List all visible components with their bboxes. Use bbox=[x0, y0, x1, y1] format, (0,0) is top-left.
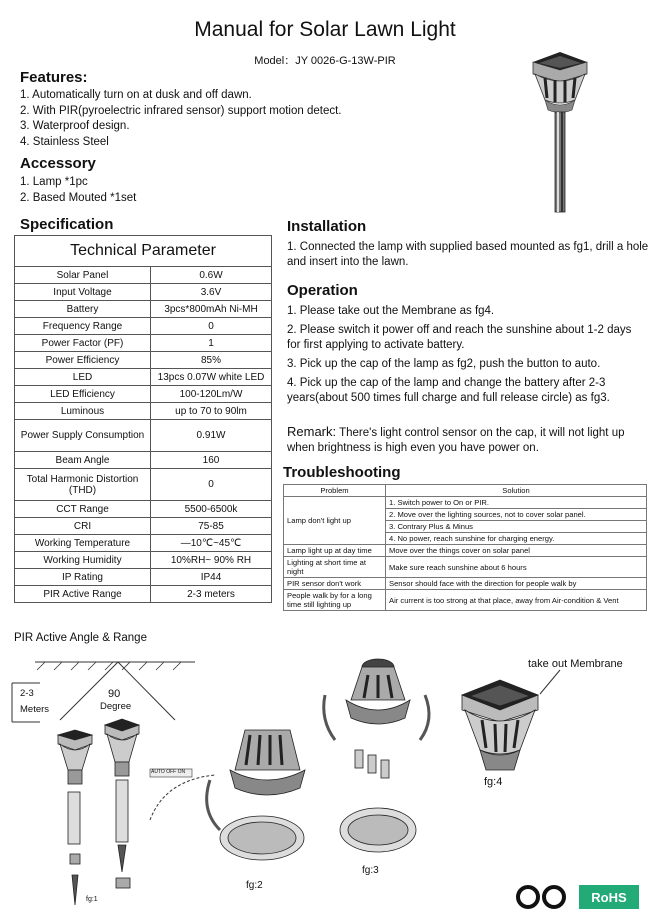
spec-row bbox=[15, 469, 272, 501]
fg3-cap bbox=[340, 659, 416, 852]
switch-label: AUTO OFF ON bbox=[151, 769, 186, 775]
spec-row bbox=[15, 335, 272, 352]
spec-row bbox=[15, 284, 272, 301]
angle-label-bottom: Degree bbox=[100, 701, 132, 712]
spec-param: CCT Range bbox=[15, 501, 151, 518]
spec-param: Working Humidity bbox=[15, 552, 151, 569]
solution-cell: 3. Contrary Plus & Minus bbox=[386, 521, 647, 533]
list-item: 2. With PIR(pyroelectric infrared sensor) support motion detect. bbox=[20, 104, 342, 117]
model-number: Model：JY 0026-G-13W-PIR bbox=[254, 55, 396, 67]
spec-value: 0.6W bbox=[151, 267, 272, 284]
troubleshooting-table bbox=[283, 484, 647, 611]
spec-table bbox=[14, 235, 272, 603]
spec-row bbox=[15, 518, 272, 535]
membrane-label: take out Membrane bbox=[528, 658, 623, 670]
problem-cell: Lighting at short time at night bbox=[284, 557, 386, 578]
ce-mark-c bbox=[518, 887, 538, 907]
spec-value: 10%RH~ 90% RH bbox=[151, 552, 272, 569]
solution-cell: Sensor should face with the direction for people walk by bbox=[386, 578, 647, 590]
fg1-lamp-left bbox=[58, 730, 92, 905]
list-item: 1. Automatically turn on at dusk and off dawn. bbox=[20, 89, 252, 101]
solution-cell: 2. Move over the lighting sources, not to cover solar panel. bbox=[386, 509, 647, 521]
spec-param: Input Voltage bbox=[15, 284, 151, 301]
height-label-bottom: Meters bbox=[20, 704, 50, 715]
spec-row bbox=[15, 301, 272, 318]
spec-value: 3pcs*800mAh Ni-MH bbox=[151, 301, 272, 318]
spec-value: 13pcs 0.07W white LED bbox=[151, 369, 272, 386]
spec-param: LED bbox=[15, 369, 151, 386]
spec-param: Working Temperature bbox=[15, 535, 151, 552]
list-item: 4. Stainless Steel bbox=[20, 135, 109, 148]
problem-cell: People walk by for a long time still lighting up bbox=[284, 590, 386, 611]
spec-value: IP44 bbox=[151, 569, 272, 586]
list-item: 1. Lamp *1pc bbox=[20, 176, 88, 188]
problem-cell: Lamp light up at day time bbox=[284, 545, 386, 557]
lamp-illustration bbox=[525, 48, 595, 218]
table-row bbox=[284, 578, 647, 590]
spec-param: Luminous bbox=[15, 403, 151, 420]
list-item: 2. Please switch it power off and reach the sunshine about 1-2 days for first applying to activate battery. bbox=[287, 324, 632, 351]
spec-value: 85% bbox=[151, 352, 272, 369]
spec-value: 2-3 meters bbox=[151, 586, 272, 603]
spec-row bbox=[15, 452, 272, 469]
spec-param: Solar Panel bbox=[15, 267, 151, 284]
fg4-lamp bbox=[462, 680, 538, 770]
spec-row bbox=[15, 501, 272, 518]
spec-value: 0 bbox=[151, 318, 272, 335]
remark-label: Remark: bbox=[287, 424, 337, 439]
remark bbox=[287, 424, 642, 456]
specification-heading: Specification bbox=[20, 216, 114, 233]
angle-label-top: 90 bbox=[108, 688, 121, 700]
list-item: 2. Based Mouted *1set bbox=[20, 191, 137, 204]
fg2-label: fg:2 bbox=[246, 880, 263, 891]
spec-value: 5500-6500k bbox=[151, 501, 272, 518]
spec-param: CRI bbox=[15, 518, 151, 535]
spec-row bbox=[15, 386, 272, 403]
ce-mark-e bbox=[544, 887, 564, 907]
spec-row bbox=[15, 552, 272, 569]
list-item: 1. Please take out the Membrane as fg4. bbox=[287, 305, 495, 317]
problem-cell: Lamp don't light up bbox=[284, 497, 386, 545]
spec-value: up to 70 to 90lm bbox=[151, 403, 272, 420]
list-item: 3. Waterproof design. bbox=[20, 120, 130, 132]
fg2-cap bbox=[220, 730, 305, 860]
spec-row bbox=[15, 267, 272, 284]
spec-param: Power Factor (PF) bbox=[15, 335, 151, 352]
page-title: Manual for Solar Lawn Light bbox=[194, 18, 456, 41]
spec-value: 0.91W bbox=[151, 420, 272, 452]
spec-row bbox=[15, 403, 272, 420]
spec-value: 75-85 bbox=[151, 518, 272, 535]
spec-row bbox=[15, 535, 272, 552]
col-solution: Solution bbox=[386, 485, 647, 497]
features-list bbox=[20, 88, 342, 150]
list-item: 3. Pick up the cap of the lamp as fg2, push the button to auto. bbox=[287, 358, 601, 370]
spec-value: 1 bbox=[151, 335, 272, 352]
troubleshooting-heading: Troubleshooting bbox=[283, 464, 401, 481]
solution-cell: Air current is too strong at that place, away from Air-condition & Vent bbox=[386, 590, 647, 611]
accessory-list bbox=[20, 175, 136, 206]
list-item: 4. Pick up the cap of the lamp and change the battery after 2-3 years(about 500 times full charge and full release circle) as fg3. bbox=[287, 377, 610, 404]
spec-param: PIR Active Range bbox=[15, 586, 151, 603]
spec-param: Battery bbox=[15, 301, 151, 318]
fg1-lamp-right bbox=[105, 719, 139, 888]
problem-cell: PIR sensor don't work bbox=[284, 578, 386, 590]
spec-value: 0 bbox=[151, 469, 272, 501]
spec-value: 3.6V bbox=[151, 284, 272, 301]
table-row bbox=[284, 557, 647, 578]
solution-cell: Move over the things cover on solar panel bbox=[386, 545, 647, 557]
spec-table-title: Technical Parameter bbox=[15, 236, 272, 267]
solution-cell: 4. No power, reach sunshine for charging energy. bbox=[386, 533, 647, 545]
spec-row bbox=[15, 569, 272, 586]
installation-heading: Installation bbox=[287, 218, 367, 235]
features-heading: Features: bbox=[20, 69, 88, 86]
spec-param: Power Supply Consumption bbox=[15, 420, 151, 452]
accessory-heading: Accessory bbox=[20, 155, 96, 172]
remark-text: There's light control sensor on the cap, it will not light up when brightness is high even you have power on. bbox=[287, 427, 625, 454]
pir-title: PIR Active Angle & Range bbox=[14, 632, 147, 644]
fg3-label: fg:3 bbox=[362, 865, 379, 876]
operation-heading: Operation bbox=[287, 282, 358, 299]
spec-param: Power Efficiency bbox=[15, 352, 151, 369]
solution-cell: 1. Switch power to On or PIR. bbox=[386, 497, 647, 509]
fg1-label: fg:1 bbox=[86, 896, 98, 903]
table-row bbox=[284, 590, 647, 611]
spec-value: —10℃~45℃ bbox=[151, 535, 272, 552]
spec-row bbox=[15, 352, 272, 369]
spec-param: Beam Angle bbox=[15, 452, 151, 469]
spec-value: 100-120Lm/W bbox=[151, 386, 272, 403]
spec-row bbox=[15, 369, 272, 386]
solution-cell: Make sure reach sunshine about 6 hours bbox=[386, 557, 647, 578]
spec-param: IP Rating bbox=[15, 569, 151, 586]
spec-param: Total Harmonic Distortion (THD) bbox=[15, 469, 151, 501]
rohs-text: RoHS bbox=[580, 887, 638, 909]
spec-row bbox=[15, 318, 272, 335]
spec-value: 160 bbox=[151, 452, 272, 469]
col-problem: Problem bbox=[284, 485, 386, 497]
spec-param: Frequency Range bbox=[15, 318, 151, 335]
spec-param: LED Efficiency bbox=[15, 386, 151, 403]
table-row bbox=[284, 545, 647, 557]
diagram-illustrations bbox=[0, 640, 650, 919]
fg4-label: fg:4 bbox=[484, 776, 503, 788]
spec-row bbox=[15, 420, 272, 452]
height-label-top: 2-3 bbox=[20, 688, 34, 699]
installation-text: 1. Connected the lamp with supplied based mounted as fg1, drill a hole and insert into the lawn. bbox=[287, 241, 649, 268]
operation-list bbox=[287, 304, 637, 410]
spec-row bbox=[15, 586, 272, 603]
